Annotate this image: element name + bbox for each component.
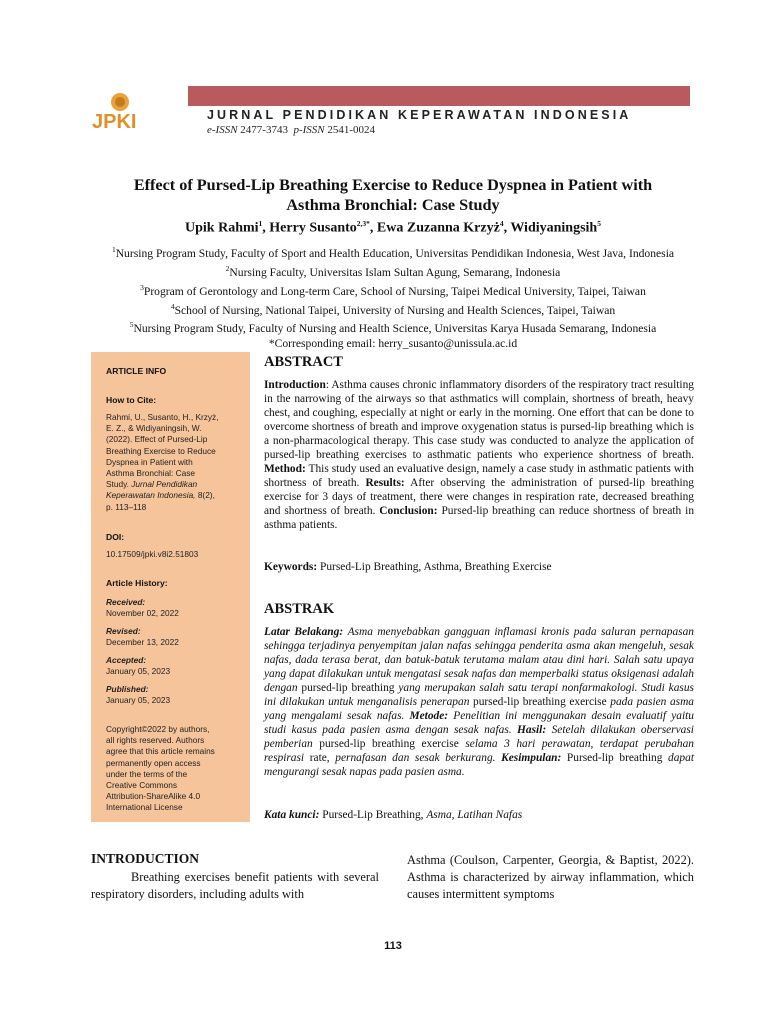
metode-label: Metode:	[409, 710, 449, 722]
hasil-label: Hasil:	[517, 724, 547, 736]
citation-volume: 8(2),	[197, 490, 215, 501]
abstrak-text: Penelitian ini menggunakan desain evaluatif yaitu studi kasus pada pasien asma dengan sesak nafas.	[264, 710, 694, 736]
citation-line: E. Z., & Widiyaningsih, W.	[106, 423, 202, 434]
introduction-right-column: Asthma (Coulson, Carpenter, Georgia, & Baptist, 2022). Asthma is characterized by airway inflammation, which causes intermittent symptoms	[407, 853, 694, 901]
affiliation-sup: 5	[129, 320, 134, 330]
logo-text: JPKI	[92, 111, 137, 133]
author-sup: 2,3*	[356, 219, 370, 228]
abstrak-term: rate,	[309, 752, 330, 764]
revised-label: Revised:	[106, 626, 141, 636]
citation-line: (2022). Effect of Pursed-Lip	[106, 434, 208, 445]
intro-text: : Asthma causes chronic inflammatory disorders of the respiratory tract resulting in the narrowing of the airways so that asthmatics will complain, shortness of breath, heavy chest, and coughing, especially at night or early in the morning. One effort that can be done to overcome shortness of breath and improve oxygenation status is pursed-lip breathing which is a non-pharmacological therapy. This case study was conducted to analyze the application of pursed-lip breathing exercises to asthmatic patients who experience shortness of breath.	[264, 379, 694, 461]
conclusion-label: Conclusion:	[379, 505, 438, 517]
affiliation	[40, 261, 746, 280]
copyright-line: all rights reserved. Authors	[106, 735, 205, 746]
citation-line: Breathing Exercise to Reduce	[106, 445, 216, 456]
copyright-line: agree that this article remains	[106, 746, 215, 757]
published-date: January 05, 2023	[106, 695, 171, 705]
copyright-line: International License	[106, 802, 183, 813]
citation-line: Dyspnea in Patient with	[106, 456, 193, 467]
introduction-heading: INTRODUCTION	[91, 851, 200, 866]
title-line-2: Asthma Bronchial: Case Study	[286, 196, 500, 214]
results-text: After observing the administration of pursed-lip breathing exercise for 3 days of treatment, there were changes in respiration rate, decreased breathing and shortness of breath.	[264, 477, 694, 517]
citation-line: Rahmi, U., Susanto, H., Krzyż,	[106, 412, 219, 422]
author-name: Herry Susanto	[269, 220, 357, 236]
citation-journal: Jurnal Pendidikan	[131, 479, 198, 490]
issn-line	[207, 124, 375, 136]
abstrak-term: pursed-lip breathing exercise	[473, 696, 607, 708]
citation-pages: p. 113–118	[106, 501, 147, 512]
affiliation-text: School of Nursing, National Taipei, University of Nursing and Health Sciences, Taipei, Taiwan	[174, 303, 616, 317]
abstrak-body	[264, 625, 694, 779]
authors: Upik Rahmi$^1$, Herry Susanto$^{2,3*}$, Ewa Zuzanna Krzyż$^4$, Widiyaningsih$^5$	[185, 219, 601, 236]
author-name: Ewa Zuzanna Krzyż	[376, 220, 500, 236]
kesimpulan-label: Kesimpulan:	[501, 752, 562, 764]
eissn: 2477-3743	[240, 124, 288, 136]
author-sup: 5	[597, 219, 601, 228]
received-label: Received:	[106, 597, 146, 607]
author-name: Upik Rahmi	[185, 220, 259, 236]
copyright-line: Attribution-ShareAlike 4.0	[106, 791, 201, 802]
kata-kunci	[264, 808, 694, 822]
kata-kunci-label: Kata kunci:	[264, 809, 320, 821]
affiliation-sup: 4	[170, 301, 175, 311]
affiliation	[40, 317, 746, 336]
method-text: This study used an evaluative design, namely a case study in asthmatic patients with shortness of breath.	[264, 463, 694, 489]
doi-value[interactable]: 10.17509/jpki.v8i2.51803	[106, 549, 199, 559]
keywords-text: Pursed-Lip Breathing, Asthma, Breathing Exercise	[320, 561, 552, 573]
author-name: Widiyaningsih	[510, 220, 598, 236]
revised-date: December 13, 2022	[106, 637, 179, 647]
doi-label: DOI:	[106, 532, 125, 542]
abstrak-term: pursed-lip breathing	[301, 682, 395, 694]
affiliations	[40, 242, 746, 351]
published-label: Published:	[106, 684, 149, 694]
received-date: November 02, 2022	[106, 608, 179, 618]
how-to-cite-label: How to Cite:	[106, 395, 157, 405]
article-title	[60, 175, 726, 215]
article-info-heading: ARTICLE INFO	[106, 366, 167, 376]
abstrak-text: pada pasien asma yang mengalami sesak nafas.	[264, 696, 694, 722]
abstrak-term: Pursed-lip breathing	[566, 752, 663, 764]
affiliation-text: Nursing Program Study, Faculty of Nursing and Health Science, Universitas Karya Husada Semarang, Indonesia	[133, 322, 657, 336]
affiliation-text: Nursing Program Study, Faculty of Sport and Health Education, Universitas Pendidikan Indonesia, West Java, Indonesia	[115, 246, 675, 260]
affiliation	[40, 299, 746, 318]
abstrak-text: selama 3 hari perawatan, terdapat perubahan respirasi	[264, 738, 694, 764]
conclusion-text: Pursed-lip breathing can reduce shortness of breath in asthma patients.	[264, 505, 695, 531]
abstrak-term: pursed-lip breathing exercise	[319, 738, 459, 750]
pissn: 2541-0024	[327, 124, 376, 136]
copyright-notice	[106, 724, 241, 814]
accepted-label: Accepted:	[106, 655, 147, 665]
method-label: Method:	[264, 463, 306, 475]
latar-belakang-label: Latar Belakang:	[264, 626, 344, 638]
abstract-body	[264, 378, 694, 532]
pissn-label: p-ISSN	[293, 124, 325, 136]
citation-line: Asthma Bronchial: Case	[106, 468, 196, 479]
eissn-label: e-ISSN	[207, 124, 238, 136]
copyright-line: Creative Commons	[106, 780, 178, 791]
journal-logo	[90, 88, 150, 138]
abstrak-text: dapat mengurangi sesak napas pada pasien asma.	[264, 752, 694, 778]
introduction-left-column	[91, 869, 379, 903]
affiliation-sup: 2	[225, 263, 230, 273]
header-band	[188, 86, 690, 106]
affiliation-text: Program of Gerontology and Long-term Care, School of Nursing, Taipei Medical University, Taipei, Taiwan	[143, 284, 646, 298]
author-sup: 4	[499, 219, 504, 228]
title-line-1: Effect of Pursed-Lip Breathing Exercise to Reduce Dyspnea in Patient with	[133, 176, 653, 194]
intro-left-text: Breathing exercises benefit patients with several respiratory disorders, including adults with	[91, 870, 379, 901]
journal-name: JURNAL PENDIDIKAN KEPERAWATAN INDONESIA	[207, 108, 632, 122]
accepted-date: January 05, 2023	[106, 666, 171, 676]
abstract-heading: ABSTRACT	[264, 354, 343, 370]
intro-label: Introduction	[264, 379, 326, 391]
kata-kunci-term: Pursed-Lip Breathing,	[322, 809, 424, 821]
citation	[106, 412, 241, 513]
copyright-line: permanently open access	[106, 757, 201, 768]
page-number: 113	[384, 940, 402, 952]
article-history-label: Article History:	[106, 578, 168, 588]
keywords	[264, 560, 694, 574]
article-info-box	[91, 352, 250, 822]
affiliation-sup: 3	[140, 282, 144, 292]
keywords-label: Keywords:	[264, 561, 318, 573]
affiliation-text: Nursing Faculty, Universitas Islam Sultan Agung, Semarang, Indonesia	[229, 265, 561, 279]
corresponding-email: *Corresponding email: herry_susanto@unissula.ac.id	[268, 337, 518, 351]
abstrak-text: yang merupakan salah satu terapi nonfarmakologi. Studi kasus ini dilakukan untuk menganalisis penerapan	[264, 682, 694, 708]
abstrak-text: Asma menyebabkan gangguan inflamasi kronis pada saluran pernapasan sehingga terjadinya penyempitan jalan nafas sehingga penderita asma akan mengeluh, sesak nafas, dada terasa berat, dan batuk-batuk terutama malam atau dini hari. Salah satu upaya yang dapat dilakukan untuk mengatasi sesak nafas dan memperbaiki status oksigenasi adalah dengan	[264, 626, 694, 694]
affiliation	[40, 242, 746, 261]
author-sup: 1	[258, 219, 263, 228]
results-label: Results:	[365, 477, 405, 489]
citation-journal: Keperawatan Indonesia,	[106, 490, 196, 501]
copyright-line: Copyright©2022 by authors,	[106, 724, 210, 734]
affiliation	[40, 280, 746, 299]
copyright-line: under the terms of the	[106, 768, 188, 779]
affiliation-sup: 1	[111, 245, 116, 254]
citation-line: Study.	[106, 479, 129, 490]
abstrak-heading: ABSTRAK	[264, 601, 335, 617]
abstrak-text: Setelah dilakukan oberservasi pemberian	[264, 724, 694, 750]
abstrak-text: pernafasan dan sesak berkurang.	[335, 752, 496, 764]
kata-kunci-text: Asma, Latihan Nafas	[426, 809, 523, 821]
